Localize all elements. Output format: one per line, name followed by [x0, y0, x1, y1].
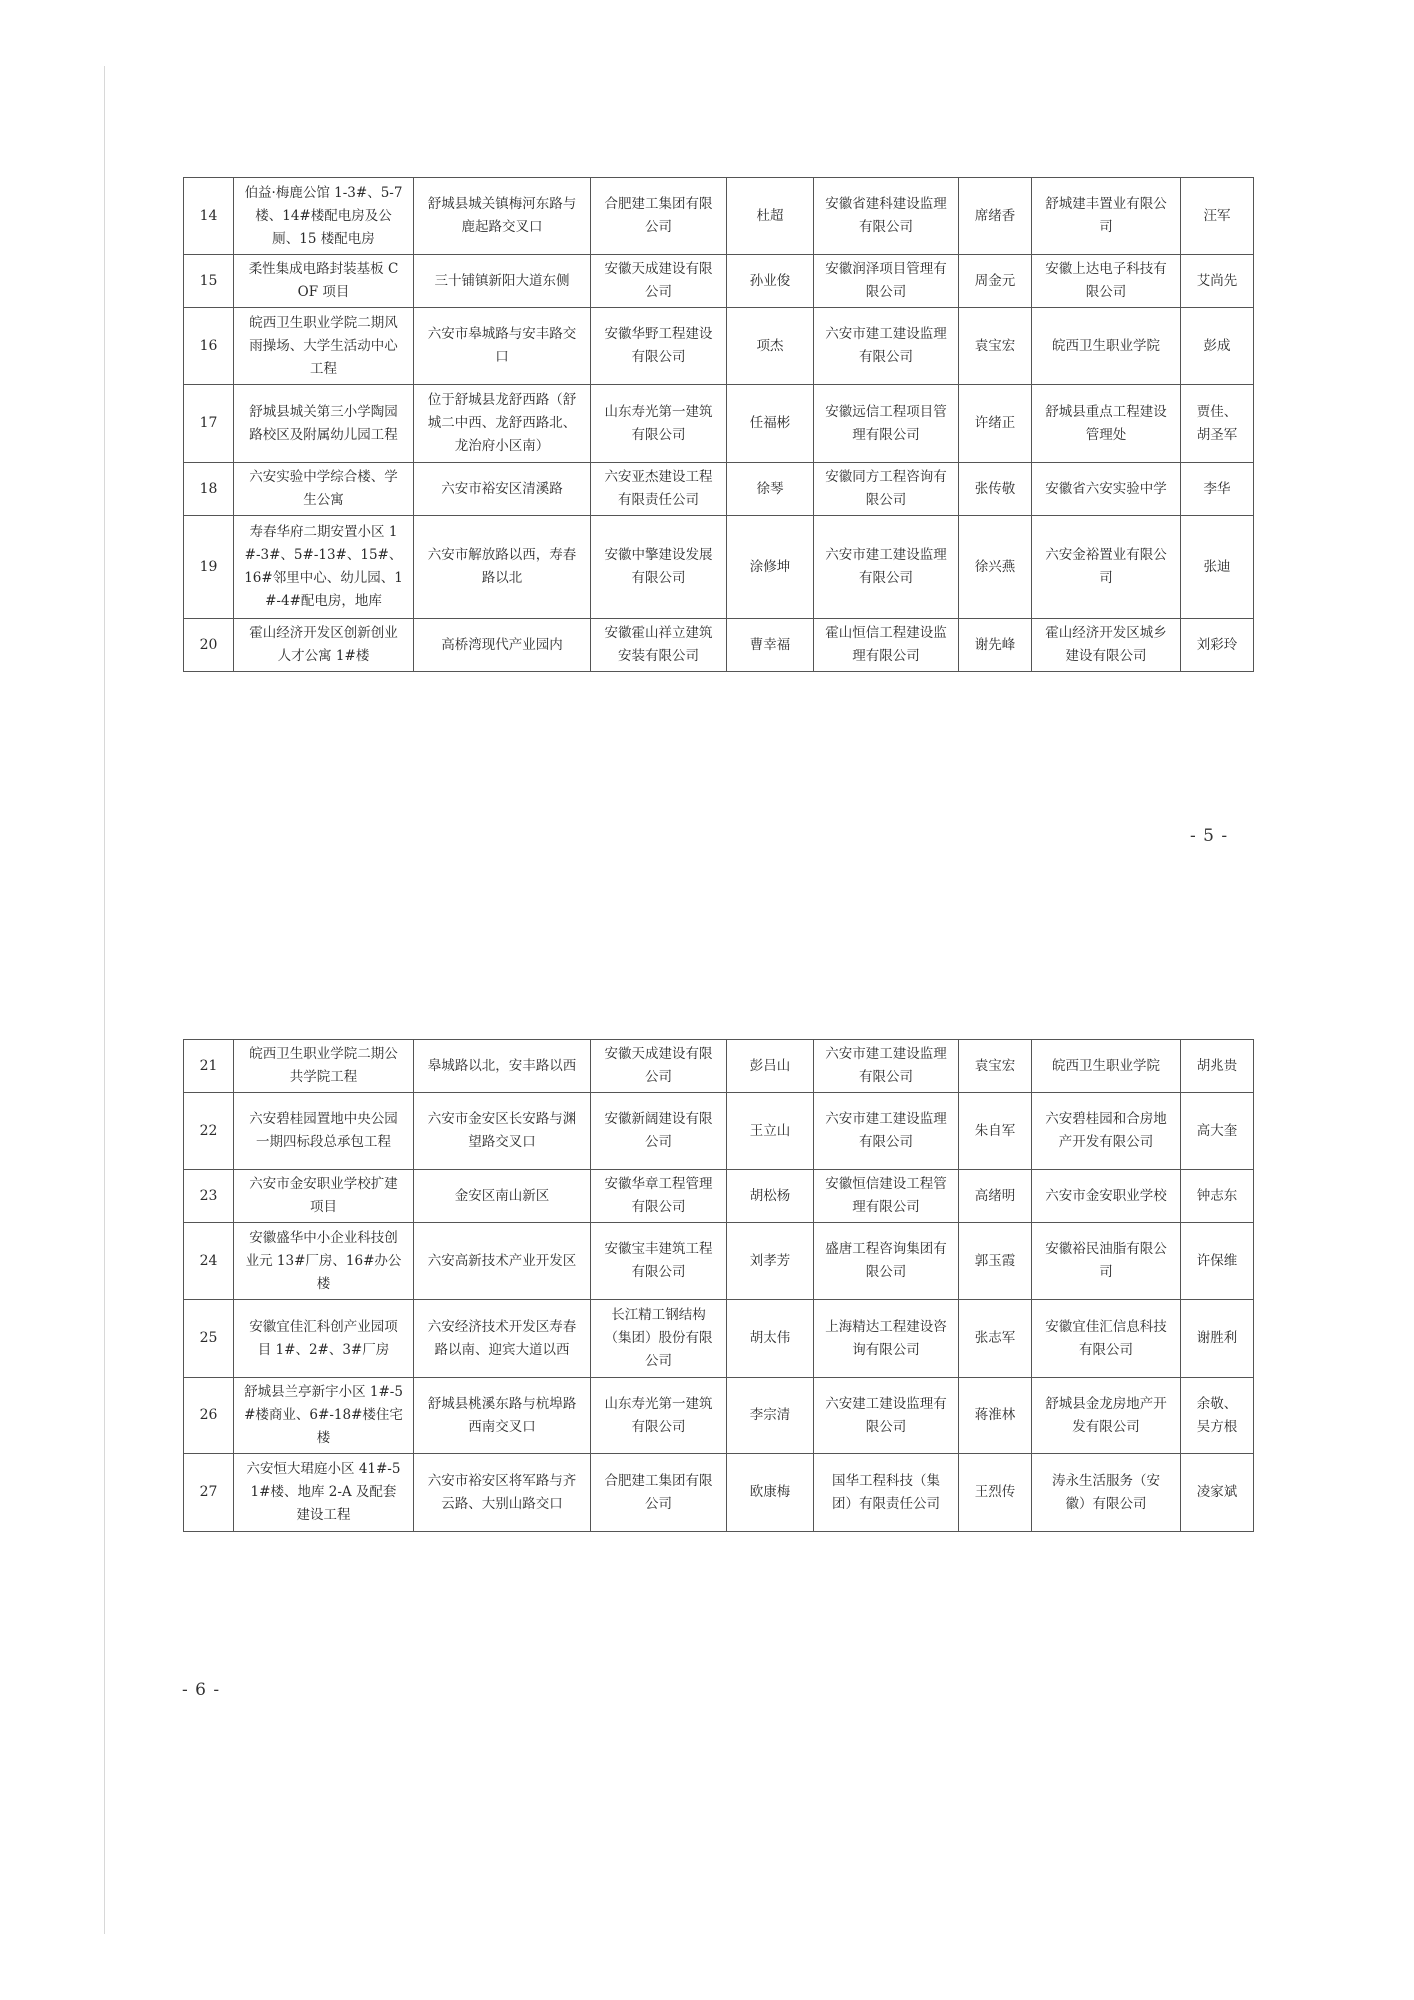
project-table-page-6 [183, 1039, 1254, 1532]
supervisor-engineer-cell: 谢先峰 [959, 619, 1032, 672]
project-name-cell: 六安市金安职业学校扩建项目 [234, 1170, 414, 1223]
supervisor-engineer-cell: 周金元 [959, 255, 1032, 308]
supervisor-company-cell: 六安市建工建设监理有限公司 [814, 516, 959, 619]
project-name-cell: 六安碧桂园置地中央公园一期四标段总承包工程 [234, 1093, 414, 1170]
project-name-cell: 安徽盛华中小企业科技创业元 13#厂房、16#办公楼 [234, 1223, 414, 1300]
row-number: 17 [184, 385, 234, 463]
owner-company-cell: 涛永生活服务（安徽）有限公司 [1032, 1454, 1181, 1532]
owner-contact-cell: 谢胜利 [1181, 1300, 1254, 1378]
owner-company-cell: 安徽省六安实验中学 [1032, 463, 1181, 516]
owner-contact-cell: 许保维 [1181, 1223, 1254, 1300]
project-location-cell: 三十铺镇新阳大道东侧 [414, 255, 591, 308]
supervisor-engineer-cell: 郭玉霞 [959, 1223, 1032, 1300]
owner-company-cell: 皖西卫生职业学院 [1032, 308, 1181, 385]
builder-company-cell: 合肥建工集团有限公司 [591, 1454, 727, 1532]
owner-contact-cell: 李华 [1181, 463, 1254, 516]
builder-manager-cell: 刘孝芳 [727, 1223, 814, 1300]
project-location-cell: 六安高新技术产业开发区 [414, 1223, 591, 1300]
table-row [184, 1170, 1254, 1223]
builder-manager-cell: 孙业俊 [727, 255, 814, 308]
owner-company-cell: 舒城县重点工程建设管理处 [1032, 385, 1181, 463]
table-row [184, 1378, 1254, 1454]
owner-company-cell: 舒城县金龙房地产开发有限公司 [1032, 1378, 1181, 1454]
supervisor-engineer-cell: 许绪正 [959, 385, 1032, 463]
builder-company-cell: 山东寿光第一建筑有限公司 [591, 385, 727, 463]
supervisor-company-cell: 安徽润泽项目管理有限公司 [814, 255, 959, 308]
row-number: 20 [184, 619, 234, 672]
owner-contact-cell: 彭成 [1181, 308, 1254, 385]
row-number: 16 [184, 308, 234, 385]
row-number: 27 [184, 1454, 234, 1532]
builder-manager-cell: 徐琴 [727, 463, 814, 516]
builder-manager-cell: 彭吕山 [727, 1040, 814, 1093]
table-row [184, 255, 1254, 308]
builder-company-cell: 安徽新阔建设有限公司 [591, 1093, 727, 1170]
builder-manager-cell: 王立山 [727, 1093, 814, 1170]
builder-company-cell: 山东寿光第一建筑有限公司 [591, 1378, 727, 1454]
owner-company-cell: 霍山经济开发区城乡建设有限公司 [1032, 619, 1181, 672]
project-name-cell: 六安实验中学综合楼、学生公寓 [234, 463, 414, 516]
supervisor-engineer-cell: 袁宝宏 [959, 1040, 1032, 1093]
project-name-cell: 安徽宜佳汇科创产业园项目 1#、2#、3#厂房 [234, 1300, 414, 1378]
project-location-cell: 舒城县城关镇梅河东路与鹿起路交叉口 [414, 178, 591, 255]
builder-company-cell: 安徽天成建设有限公司 [591, 1040, 727, 1093]
row-number: 23 [184, 1170, 234, 1223]
supervisor-company-cell: 安徽同方工程咨询有限公司 [814, 463, 959, 516]
table-row [184, 1454, 1254, 1532]
project-location-cell: 六安市皋城路与安丰路交口 [414, 308, 591, 385]
row-number: 18 [184, 463, 234, 516]
table-row [184, 619, 1254, 672]
builder-company-cell: 安徽中擎建设发展有限公司 [591, 516, 727, 619]
supervisor-company-cell: 霍山恒信工程建设监理有限公司 [814, 619, 959, 672]
supervisor-company-cell: 上海精达工程建设咨询有限公司 [814, 1300, 959, 1378]
row-number: 14 [184, 178, 234, 255]
builder-manager-cell: 李宗清 [727, 1378, 814, 1454]
project-name-cell: 舒城县兰亭新宇小区 1#-5#楼商业、6#-18#楼住宅楼 [234, 1378, 414, 1454]
supervisor-company-cell: 六安市建工建设监理有限公司 [814, 308, 959, 385]
supervisor-company-cell: 六安建工建设监理有限公司 [814, 1378, 959, 1454]
supervisor-engineer-cell: 张传敬 [959, 463, 1032, 516]
table-row [184, 1300, 1254, 1378]
supervisor-engineer-cell: 朱自军 [959, 1093, 1032, 1170]
row-number: 24 [184, 1223, 234, 1300]
supervisor-engineer-cell: 高绪明 [959, 1170, 1032, 1223]
table-row [184, 308, 1254, 385]
supervisor-company-cell: 六安市建工建设监理有限公司 [814, 1093, 959, 1170]
project-location-cell: 舒城县桃溪东路与杭埠路西南交叉口 [414, 1378, 591, 1454]
project-name-cell: 柔性集成电路封装基板 COF 项目 [234, 255, 414, 308]
builder-manager-cell: 胡松杨 [727, 1170, 814, 1223]
row-number: 26 [184, 1378, 234, 1454]
builder-company-cell: 安徽华野工程建设有限公司 [591, 308, 727, 385]
builder-company-cell: 安徽天成建设有限公司 [591, 255, 727, 308]
project-location-cell: 位于舒城县龙舒西路（舒城二中西、龙舒西路北、龙治府小区南） [414, 385, 591, 463]
supervisor-company-cell: 安徽省建科建设监理有限公司 [814, 178, 959, 255]
supervisor-engineer-cell: 席绪香 [959, 178, 1032, 255]
owner-contact-cell: 钟志东 [1181, 1170, 1254, 1223]
owner-company-cell: 舒城建丰置业有限公司 [1032, 178, 1181, 255]
project-location-cell: 皋城路以北，安丰路以西 [414, 1040, 591, 1093]
builder-company-cell: 长江精工钢结构（集团）股份有限公司 [591, 1300, 727, 1378]
owner-contact-cell: 高大奎 [1181, 1093, 1254, 1170]
builder-manager-cell: 胡太伟 [727, 1300, 814, 1378]
row-number: 22 [184, 1093, 234, 1170]
project-name-cell: 伯益·梅鹿公馆 1-3#、5-7 楼、14#楼配电房及公厕、15 楼配电房 [234, 178, 414, 255]
owner-company-cell: 六安市金安职业学校 [1032, 1170, 1181, 1223]
table-row [184, 1040, 1254, 1093]
owner-company-cell: 皖西卫生职业学院 [1032, 1040, 1181, 1093]
builder-manager-cell: 杜超 [727, 178, 814, 255]
owner-company-cell: 六安碧桂园和合房地产开发有限公司 [1032, 1093, 1181, 1170]
owner-company-cell: 安徽宜佳汇信息科技有限公司 [1032, 1300, 1181, 1378]
supervisor-company-cell: 国华工程科技（集团）有限责任公司 [814, 1454, 959, 1532]
supervisor-company-cell: 安徽远信工程项目管理有限公司 [814, 385, 959, 463]
builder-manager-cell: 项杰 [727, 308, 814, 385]
owner-contact-cell: 汪军 [1181, 178, 1254, 255]
table-row [184, 385, 1254, 463]
builder-company-cell: 安徽宝丰建筑工程有限公司 [591, 1223, 727, 1300]
project-name-cell: 舒城县城关第三小学陶园路校区及附属幼儿园工程 [234, 385, 414, 463]
project-location-cell: 高桥湾现代产业园内 [414, 619, 591, 672]
row-number: 19 [184, 516, 234, 619]
project-location-cell: 金安区南山新区 [414, 1170, 591, 1223]
builder-company-cell: 安徽华章工程管理有限公司 [591, 1170, 727, 1223]
project-table-page-5 [183, 177, 1254, 672]
builder-manager-cell: 欧康梅 [727, 1454, 814, 1532]
owner-contact-cell: 艾尚先 [1181, 255, 1254, 308]
row-number: 21 [184, 1040, 234, 1093]
owner-contact-cell: 余敬、吴方根 [1181, 1378, 1254, 1454]
page-margin-line [104, 66, 105, 1934]
project-location-cell: 六安经济技术开发区寿春路以南、迎宾大道以西 [414, 1300, 591, 1378]
supervisor-company-cell: 六安市建工建设监理有限公司 [814, 1040, 959, 1093]
owner-contact-cell: 胡兆贵 [1181, 1040, 1254, 1093]
owner-company-cell: 六安金裕置业有限公司 [1032, 516, 1181, 619]
page-number: - 5 - [1190, 826, 1229, 846]
owner-company-cell: 安徽上达电子科技有限公司 [1032, 255, 1181, 308]
owner-contact-cell: 张迪 [1181, 516, 1254, 619]
builder-manager-cell: 曹幸福 [727, 619, 814, 672]
page-number: - 6 - [182, 1680, 221, 1700]
project-name-cell: 霍山经济开发区创新创业人才公寓 1#楼 [234, 619, 414, 672]
supervisor-engineer-cell: 袁宝宏 [959, 308, 1032, 385]
builder-company-cell: 六安亚杰建设工程有限责任公司 [591, 463, 727, 516]
table-row [184, 516, 1254, 619]
project-location-cell: 六安市裕安区将军路与齐云路、大别山路交口 [414, 1454, 591, 1532]
table-row [184, 178, 1254, 255]
row-number: 15 [184, 255, 234, 308]
project-name-cell: 皖西卫生职业学院二期风雨操场、大学生活动中心工程 [234, 308, 414, 385]
table-row [184, 463, 1254, 516]
project-name-cell: 寿春华府二期安置小区 1#-3#、5#-13#、15#、16#邻里中心、幼儿园、1#-4#配电房，地库 [234, 516, 414, 619]
project-name-cell: 皖西卫生职业学院二期公共学院工程 [234, 1040, 414, 1093]
builder-manager-cell: 任福彬 [727, 385, 814, 463]
owner-company-cell: 安徽裕民油脂有限公司 [1032, 1223, 1181, 1300]
supervisor-engineer-cell: 徐兴燕 [959, 516, 1032, 619]
owner-contact-cell: 贾佳、胡圣军 [1181, 385, 1254, 463]
builder-manager-cell: 涂修坤 [727, 516, 814, 619]
supervisor-engineer-cell: 王烈传 [959, 1454, 1032, 1532]
row-number: 25 [184, 1300, 234, 1378]
table-row [184, 1223, 1254, 1300]
supervisor-engineer-cell: 蒋淮林 [959, 1378, 1032, 1454]
project-location-cell: 六安市金安区长安路与渊望路交叉口 [414, 1093, 591, 1170]
project-location-cell: 六安市裕安区清溪路 [414, 463, 591, 516]
supervisor-company-cell: 安徽恒信建设工程管理有限公司 [814, 1170, 959, 1223]
table-row [184, 1093, 1254, 1170]
owner-contact-cell: 刘彩玲 [1181, 619, 1254, 672]
supervisor-company-cell: 盛唐工程咨询集团有限公司 [814, 1223, 959, 1300]
builder-company-cell: 安徽霍山祥立建筑安装有限公司 [591, 619, 727, 672]
project-name-cell: 六安恒大珺庭小区 41#-51#楼、地库 2-A 及配套建设工程 [234, 1454, 414, 1532]
builder-company-cell: 合肥建工集团有限公司 [591, 178, 727, 255]
project-location-cell: 六安市解放路以西，寿春路以北 [414, 516, 591, 619]
supervisor-engineer-cell: 张志军 [959, 1300, 1032, 1378]
owner-contact-cell: 凌家斌 [1181, 1454, 1254, 1532]
